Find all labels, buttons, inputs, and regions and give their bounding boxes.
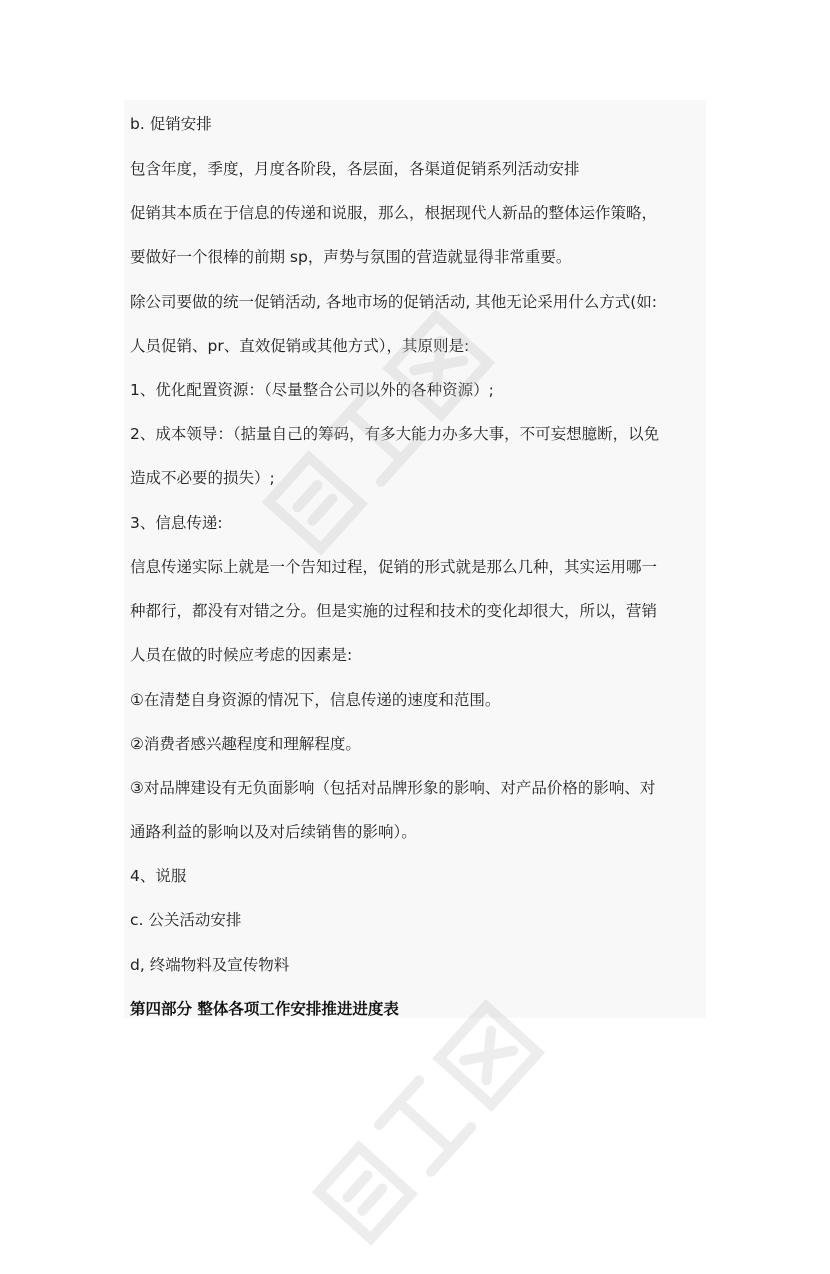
text-line: 4、说服	[130, 867, 187, 885]
text-line: b. 促销安排	[130, 115, 212, 133]
watermark	[297, 978, 582, 1274]
text-line: 2、成本领导：（掂量自己的筹码，有多大能力办多大事，不可妄想臆断，以免	[130, 425, 660, 443]
text-line: 除公司要做的统一促销活动, 各地市场的促销活动, 其他无论采用什么方式(如:	[130, 293, 657, 311]
text-line: 人员在做的时候应考虑的因素是:	[130, 646, 353, 664]
text-line: 3、信息传递:	[130, 514, 223, 532]
text-line: 种都行，都没有对错之分。但是实施的过程和技术的变化却很大，所以，营销	[130, 602, 658, 620]
text-line: 人员促销、pr、直效促销或其他方式），其原则是:	[130, 337, 470, 355]
text-line: d, 终端物料及宣传物料	[130, 956, 290, 974]
text-line: ②消费者感兴趣程度和理解程度。	[130, 735, 361, 753]
text-line: 1、优化配置资源：（尽量整合公司以外的各种资源）;	[130, 381, 494, 399]
text-line: c. 公关活动安排	[130, 911, 242, 929]
text-line: 通路利益的影响以及对后续销售的影响）。	[130, 823, 417, 841]
text-line: 促销其本质在于信息的传递和说服，那么，根据现代人新品的整体运作策略，	[130, 204, 658, 222]
text-line: 要做好一个很棒的前期 sp，声势与氛围的营造就显得非常重要。	[130, 248, 572, 266]
text-line: 包含年度，季度，月度各阶段，各层面，各渠道促销系列活动安排	[130, 160, 580, 178]
text-line: 造成不必要的损失）;	[130, 469, 275, 487]
text-line: ①在清楚自身资源的情况下，信息传递的速度和范围。	[130, 691, 501, 709]
text-line: ③对品牌建设有无负面影响（包括对品牌形象的影响、对产品价格的影响、对	[130, 779, 656, 797]
section-heading: 第四部分 整体各项工作安排推进进度表	[130, 1000, 399, 1018]
text-line: 信息传递实际上就是一个告知过程，促销的形式就是那么几种，其实运用哪一	[130, 558, 658, 576]
